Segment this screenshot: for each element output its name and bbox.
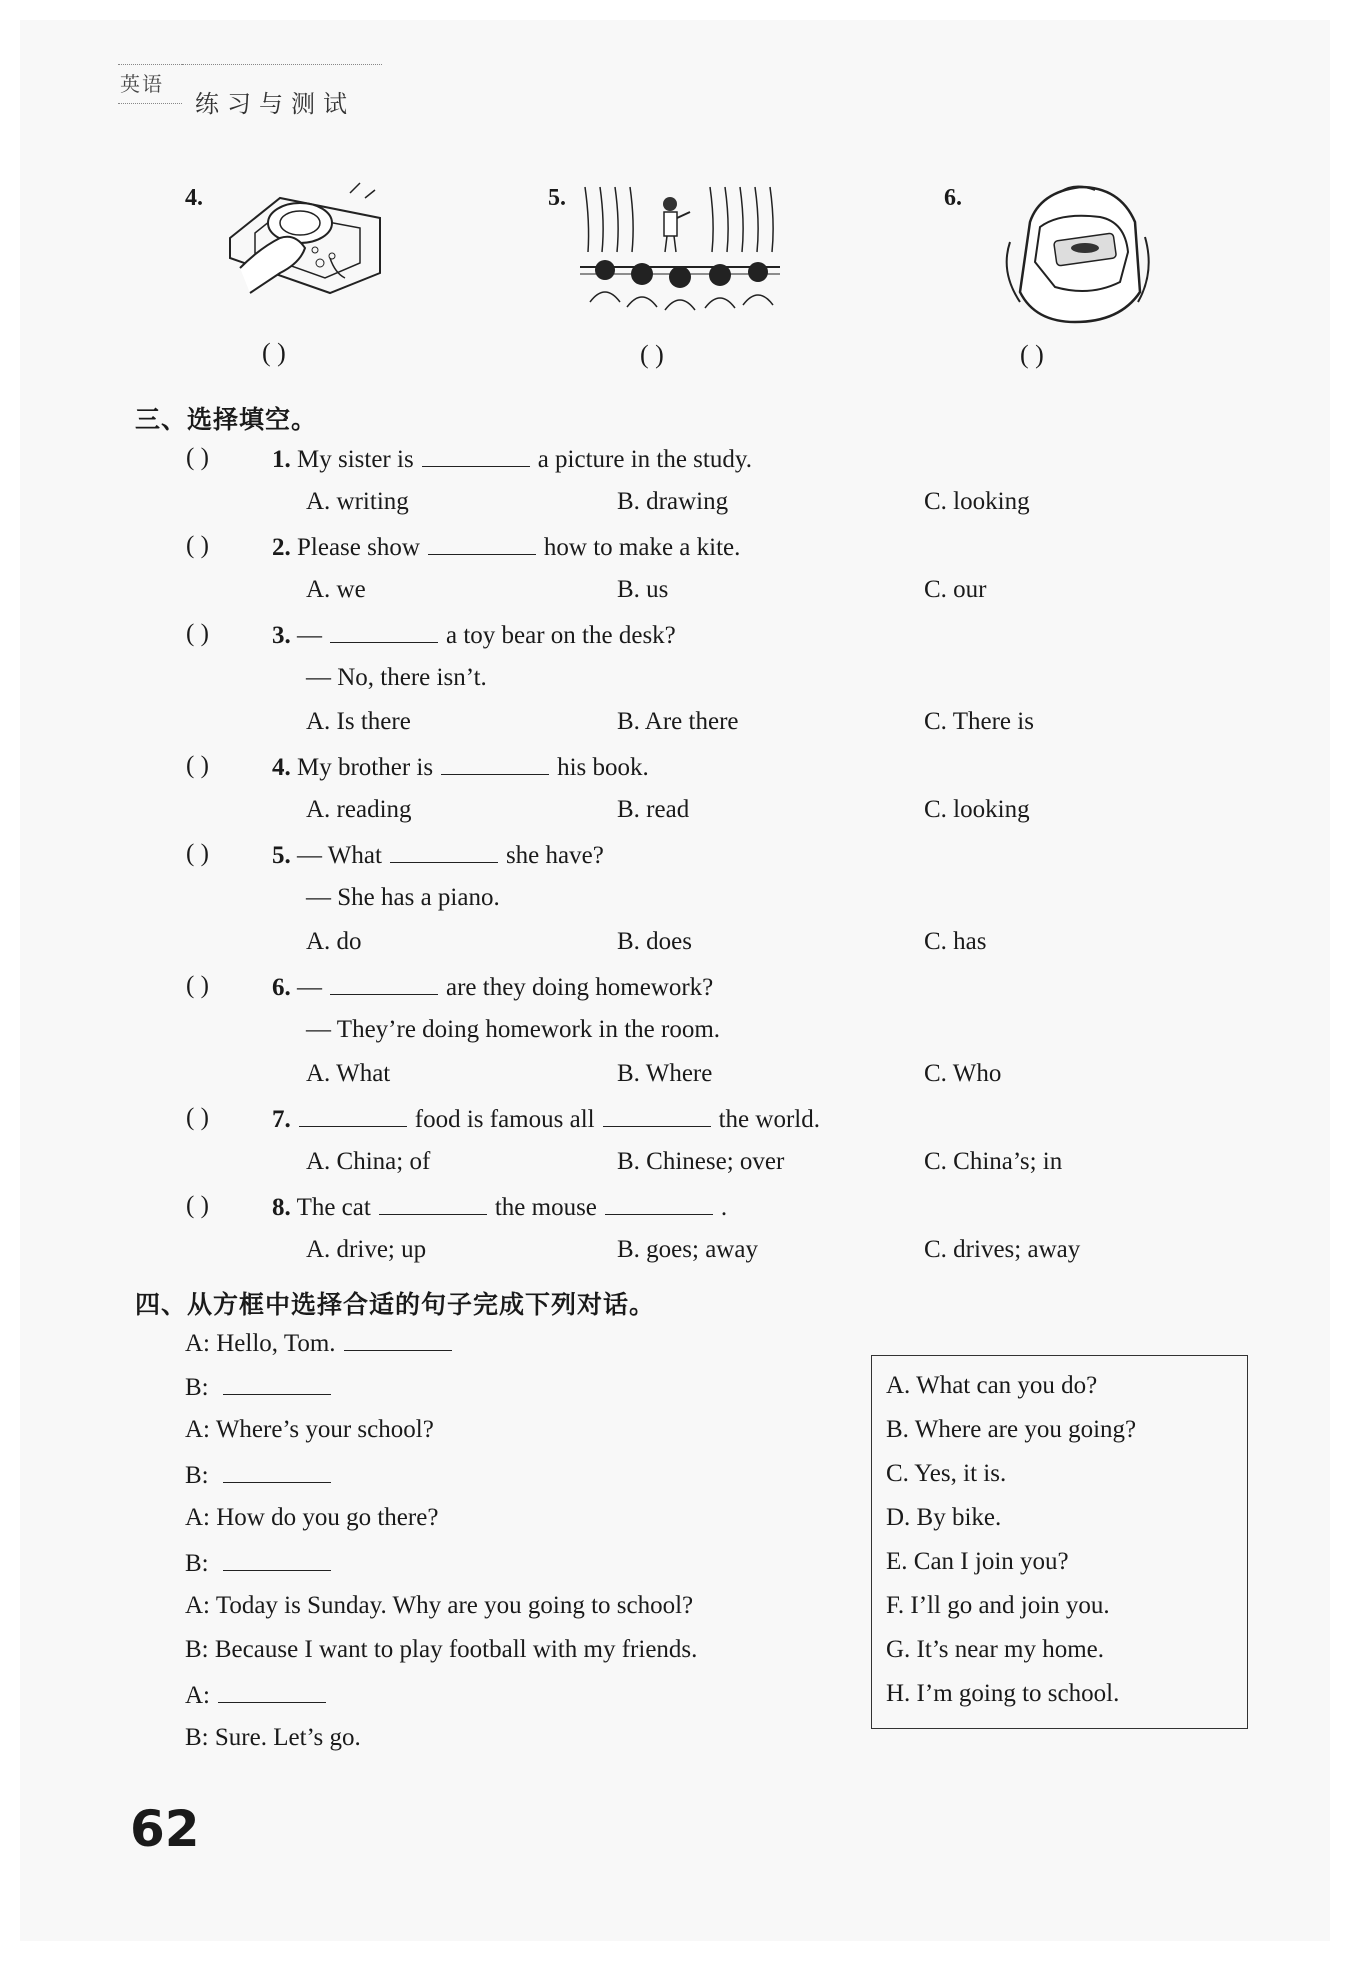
answer-blank[interactable] [299,1104,407,1127]
section-4-title: 四、从方框中选择合适的句子完成下列对话。 [135,1290,656,1319]
question-4: 4. My brother is his book. [272,754,649,781]
box-option-g: G. It’s near my home. [886,1636,1105,1663]
option-c: C. looking [924,796,1030,823]
picture-6-number: 6. [944,185,962,211]
options-box [871,1355,1248,1729]
answer-blank[interactable] [223,1372,331,1395]
answer-blank[interactable] [605,1192,713,1215]
option-a: A. writing [306,488,409,515]
question-8: 8. The cat the mouse . [272,1194,728,1221]
option-c: C. There is [924,708,1034,735]
answer-blank[interactable] [603,1104,711,1127]
answer-blank[interactable] [218,1680,326,1703]
option-c: C. drives; away [924,1236,1081,1263]
page-number: 62 [130,1800,200,1858]
header-subject: 英语 [120,72,164,96]
dialogue-line-4 [185,1460,339,1490]
option-a: A. do [306,928,362,955]
option-b: B. Where [617,1060,713,1087]
dialogue-line-5: A: How do you go there? [185,1504,439,1531]
speaker-label: B: [185,1374,209,1401]
question-5: 5. — What she have? [272,842,604,869]
answer-blank[interactable] [428,532,536,555]
question-3-reply: — No, there isn’t. [306,664,487,691]
question-6-reply: — They’re doing homework in the room. [306,1016,721,1043]
answer-blank[interactable] [330,972,438,995]
option-b: B. goes; away [617,1236,758,1263]
answer-paren[interactable]: ( ) [186,752,209,779]
box-option-c: C. Yes, it is. [886,1460,1007,1487]
option-b: B. does [617,928,692,955]
dialogue-line-3: A: Where’s your school? [185,1416,434,1443]
box-option-e: E. Can I join you? [886,1548,1069,1575]
option-b: B. Chinese; over [617,1148,785,1175]
answer-blank[interactable] [379,1192,487,1215]
box-option-h: H. I’m going to school. [886,1680,1120,1707]
answer-paren[interactable]: ( ) [186,532,209,559]
question-3: 3. — a toy bear on the desk? [272,622,676,649]
speaker-label: A: [185,1592,210,1619]
question-number: 1. [272,446,291,473]
question-6: 6. — are they doing homework? [272,974,714,1001]
question-2: 2. Please show how to make a kite. [272,534,741,561]
question-number: 8. [272,1194,291,1221]
answer-blank[interactable] [330,620,438,643]
question-number: 5. [272,842,291,869]
answer-paren[interactable]: ( ) [186,444,209,471]
speaker-label: A: [185,1416,210,1443]
backpack-icon [1000,182,1150,337]
box-option-b: B. Where are you going? [886,1416,1137,1443]
speaker-label: A: [185,1504,210,1531]
option-a: A. Is there [306,708,411,735]
speaker-label: A: [185,1330,210,1357]
box-option-f: F. I’ll go and join you. [886,1592,1110,1619]
option-b: B. Are there [617,708,739,735]
dialogue-line-7: A: Today is Sunday. Why are you going to school? [185,1592,694,1619]
option-a: A. reading [306,796,412,823]
box-option-a: A. What can you do? [886,1372,1098,1399]
option-b: B. us [617,576,669,603]
dialogue-line-8: B: Because I want to play football with my friends. [185,1636,698,1663]
picture-4-answer-paren[interactable]: ( ) [262,338,286,367]
option-c: C. looking [924,488,1030,515]
speaker-label: B: [185,1462,209,1489]
answer-blank[interactable] [441,752,549,775]
answer-paren[interactable]: ( ) [186,840,209,867]
header-title: 练习与测试 [195,90,355,118]
dialogue-line-6 [185,1548,339,1578]
answer-paren[interactable]: ( ) [186,620,209,647]
question-number: 2. [272,534,291,561]
question-5-reply: — She has a piano. [306,884,500,911]
stage-performance-icon [580,182,780,317]
question-number: 6. [272,974,291,1001]
dish-washing-icon [220,178,390,308]
option-c: C. Who [924,1060,1002,1087]
question-7: 7. food is famous all the world. [272,1106,820,1133]
box-option-d: D. By bike. [886,1504,1002,1531]
dialogue-line-1: A: Hello, Tom. [185,1328,460,1358]
question-number: 7. [272,1106,291,1133]
answer-blank[interactable] [223,1548,331,1571]
answer-paren[interactable]: ( ) [186,1104,209,1131]
option-c: C. has [924,928,987,955]
dialogue-line-2 [185,1372,339,1402]
answer-blank[interactable] [344,1328,452,1351]
speaker-label: A: [185,1682,210,1709]
option-b: B. read [617,796,690,823]
dialogue-line-10: B: Sure. Let’s go. [185,1724,361,1751]
option-c: C. our [924,576,987,603]
option-a: A. What [306,1060,391,1087]
answer-blank[interactable] [390,840,498,863]
answer-blank[interactable] [422,444,530,467]
question-number: 4. [272,754,291,781]
picture-6-answer-paren[interactable]: ( ) [1020,340,1044,369]
option-a: A. we [306,576,366,603]
answer-paren[interactable]: ( ) [186,1192,209,1219]
speaker-label: B: [185,1636,209,1663]
dialogue-line-9 [185,1680,334,1710]
option-c: C. China’s; in [924,1148,1063,1175]
option-a: A. drive; up [306,1236,427,1263]
answer-blank[interactable] [223,1460,331,1483]
answer-paren[interactable]: ( ) [186,972,209,999]
option-a: A. China; of [306,1148,431,1175]
question-number: 3. [272,622,291,649]
option-b: B. drawing [617,488,729,515]
section-3-title: 三、选择填空。 [135,405,318,434]
picture-5-answer-paren[interactable]: ( ) [640,340,664,369]
picture-5-number: 5. [548,185,566,211]
question-1: 1. My sister is a picture in the study. [272,446,752,473]
picture-4-number: 4. [185,185,203,211]
speaker-label: B: [185,1550,209,1577]
header-divider [182,64,382,65]
speaker-label: B: [185,1724,209,1751]
